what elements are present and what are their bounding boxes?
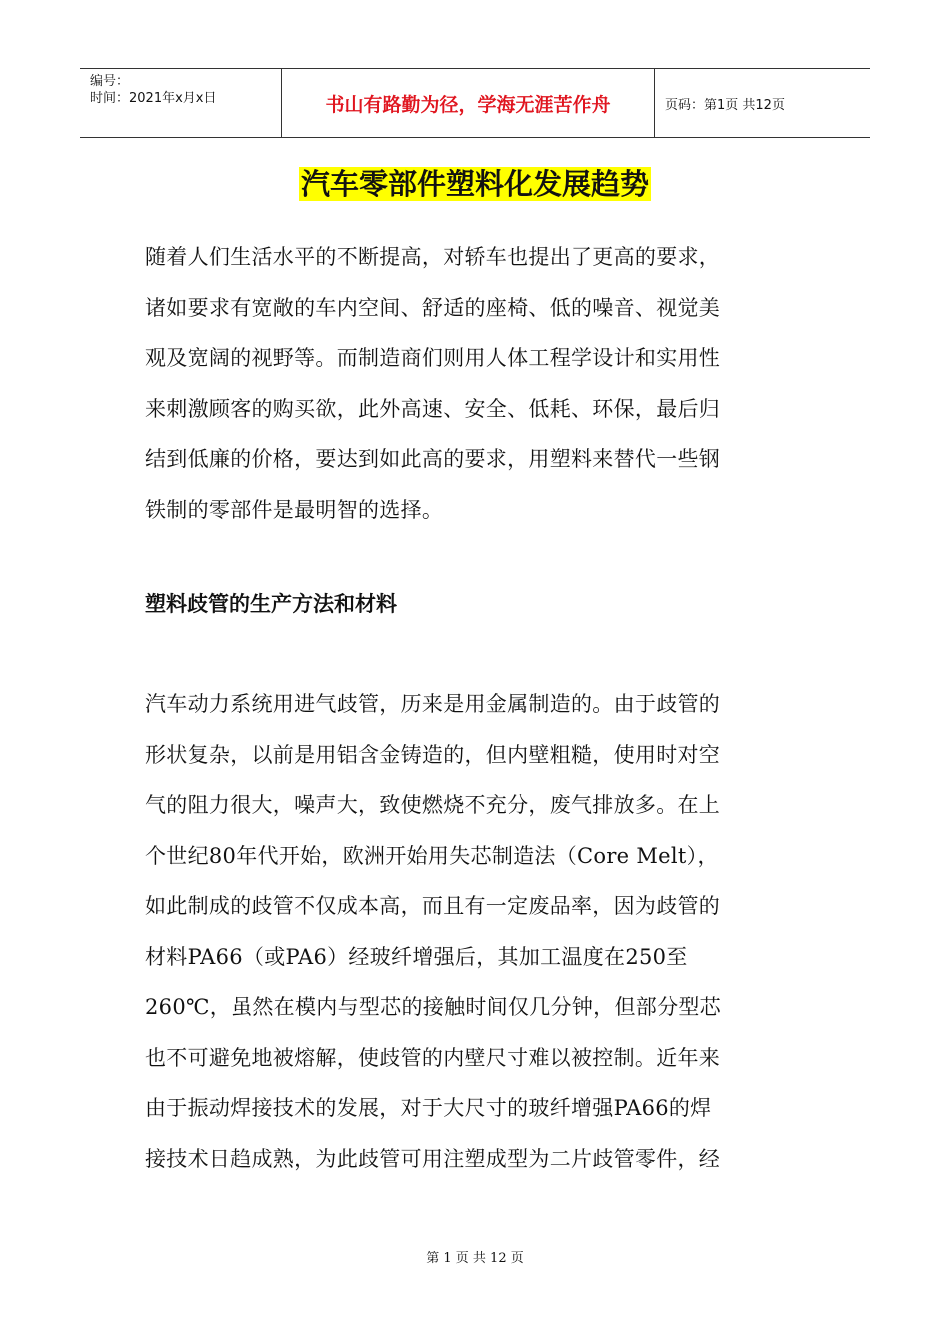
body-line: 也不可避免地被熔解，使歧管的内壁尺寸难以被控制。近年来 [145, 1045, 721, 1070]
header-number-label: 编号： [90, 74, 130, 89]
header-time-label: 时间：2021年x月x日 [90, 91, 217, 106]
document-title [0, 162, 950, 206]
document-title-text: 汽车零部件塑料化发展趋势 [300, 167, 649, 201]
body-line: 气的阻力很大，噪声大，致使燃烧不充分，废气排放多。在上 [145, 793, 721, 817]
intro-line: 观及宽阔的视野等。而制造商们则用人体工程学设计和实用性 [145, 346, 721, 370]
body-line: 个世纪80年代开始，欧洲开始用失芯制造法（Core Melt）， [145, 843, 719, 868]
body-line: 由于振动焊接技术的发展，对于大尺寸的玻纤增强PA66的焊 [145, 1096, 712, 1120]
body-line: 材料PA66（或PA6）经玻纤增强后，其加工温度在250至 [145, 944, 688, 969]
header-motto: 书山有路勤为径，学海无涯苦作舟 [282, 69, 655, 137]
page-footer: 第 1 页 共 12 页 [426, 1251, 524, 1266]
intro-line: 铁制的零部件是最明智的选择。 [145, 497, 444, 522]
body-line: 260℃，虽然在模内与型芯的接触时间仅几分钟，但部分型芯 [145, 995, 721, 1019]
section-heading: 塑料歧管的生产方法和材料 [145, 592, 397, 616]
header-meta [80, 69, 282, 137]
body-line: 汽车动力系统用进气歧管，历来是用金属制造的。由于歧管的 [145, 692, 721, 716]
body-line: 如此制成的歧管不仅成本高，而且有一定废品率，因为歧管的 [145, 894, 721, 918]
intro-line: 来刺激顾客的购买欲，此外高速、安全、低耗、环保，最后归 [145, 396, 721, 421]
body-paragraph [145, 679, 805, 1184]
header-page-info: 页码：第1页 共12页 [665, 97, 785, 113]
intro-line: 诸如要求有宽敞的车内空间、舒适的座椅、低的噪音、视觉美 [145, 295, 721, 320]
intro-line: 随着人们生活水平的不断提高，对轿车也提出了更高的要求， [145, 245, 721, 269]
body-line: 形状复杂，以前是用铝含金铸造的，但内壁粗糙，使用时对空 [145, 742, 721, 767]
document-header [80, 68, 870, 138]
intro-line: 结到低廉的价格，要达到如此高的要求，用塑料来替代一些钢 [145, 447, 721, 471]
body-line: 接技术日趋成熟，为此歧管可用注塑成型为二片歧管零件，经 [145, 1146, 721, 1171]
intro-paragraph [145, 232, 805, 535]
